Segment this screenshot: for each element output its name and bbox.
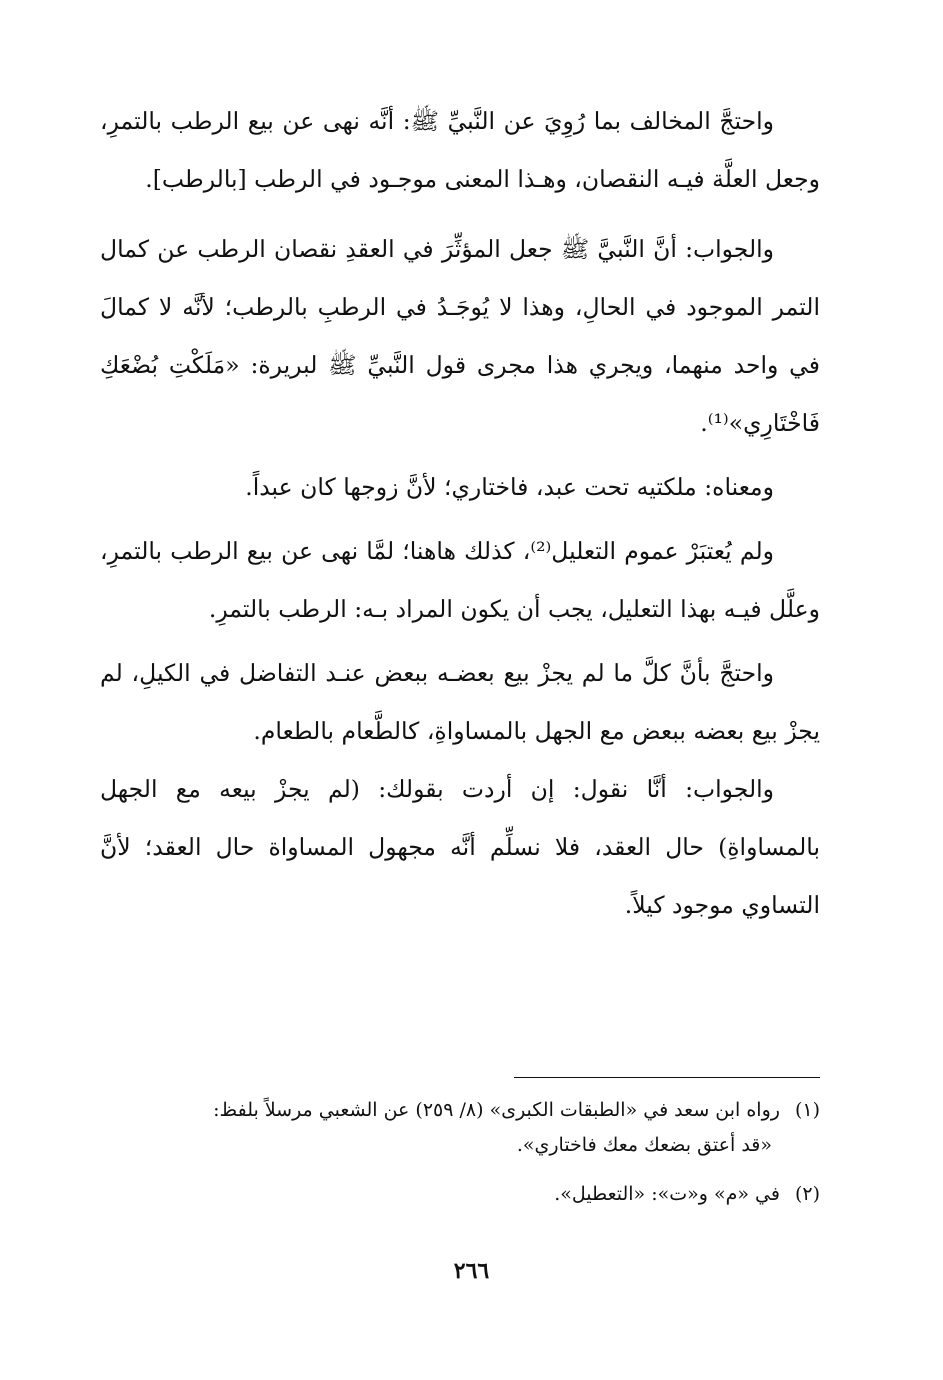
paragraph-2: والجواب: أنَّ النَّبيَّ ﷺ جعل المؤثِّرَ في العقدِ نقصان الرطب عن كمال التمر الموجود في الحالِ، وهذا لا يُوجَـدُ في الرطبِ بالرطب؛ لأنَّه لا كمالَ في واحد منهما، ويجري هذا مجرى قول النَّبيِّ ﷺ لبريرة: «مَلَكْتِ بُضْعَكِ فَاخْتَارِي»⁽¹⁾. <box>100 235 820 437</box>
paragraph-6: والجواب: أنَّا نقول: إن أردت بقولك: (لم يجزْ بيعه مع الجهل بالمساواةِ) حال العقد، فلا نسلِّم أنَّه مجهول المساواة حال العقد؛ لأنَّ التساوي موجود كيلاً. <box>100 775 820 919</box>
footnote-2-text: في «م» و«ت»: «التعطيل». <box>554 1183 780 1205</box>
page-number: ٢٦٦ <box>453 1258 490 1284</box>
paragraph-5: واحتجَّ بأنَّ كلَّ ما لم يجزْ بيع بعضـه ببعض عنـد التفاضل في الكيلِ، لم يجزْ بيع بعضه ببعض مع الجهل بالمساواةِ، كالطَّعام بالطعام. <box>100 659 820 745</box>
footnote-1 <box>100 1093 820 1163</box>
footnotes <box>100 1093 820 1226</box>
paragraph-4: ولم يُعتبَرْ عموم التعليل⁽²⁾، كذلك هاهنا؛ لمَّا نهى عن بيع الرطب بالتمرِ، وعلَّل فيـه بهذا التعليل، يجب أن يكون المراد بـه: الرطب بالتمرِ. <box>100 537 820 623</box>
footnote-2-number: (٢) <box>794 1183 820 1205</box>
footnote-separator <box>514 1077 820 1078</box>
paragraph-1: واحتجَّ المخالف بما رُوِيَ عن النَّبيِّ ﷺ: أنَّه نهى عن بيع الرطب بالتمرِ، وجعل العلَّة فيـه النقصان، وهـذا المعنى موجـود في الرطب [بالرطب]. <box>100 107 820 193</box>
footnote-1-text-line1: رواه ابن سعد في «الطبقات الكبرى» (٨/ ٢٥٩) عن الشعبي مرسلاً بلفظ: <box>213 1099 780 1121</box>
main-text <box>100 92 820 934</box>
footnote-1-number: (١) <box>794 1099 820 1121</box>
paragraph-3: ومعناه: ملكتيه تحت عبد، فاختاري؛ لأنَّ زوجها كان عبداً. <box>245 473 774 501</box>
footnote-2 <box>100 1177 820 1212</box>
footnote-1-text-line2: «قد أعتق بضعك معك فاختاري». <box>516 1134 772 1156</box>
